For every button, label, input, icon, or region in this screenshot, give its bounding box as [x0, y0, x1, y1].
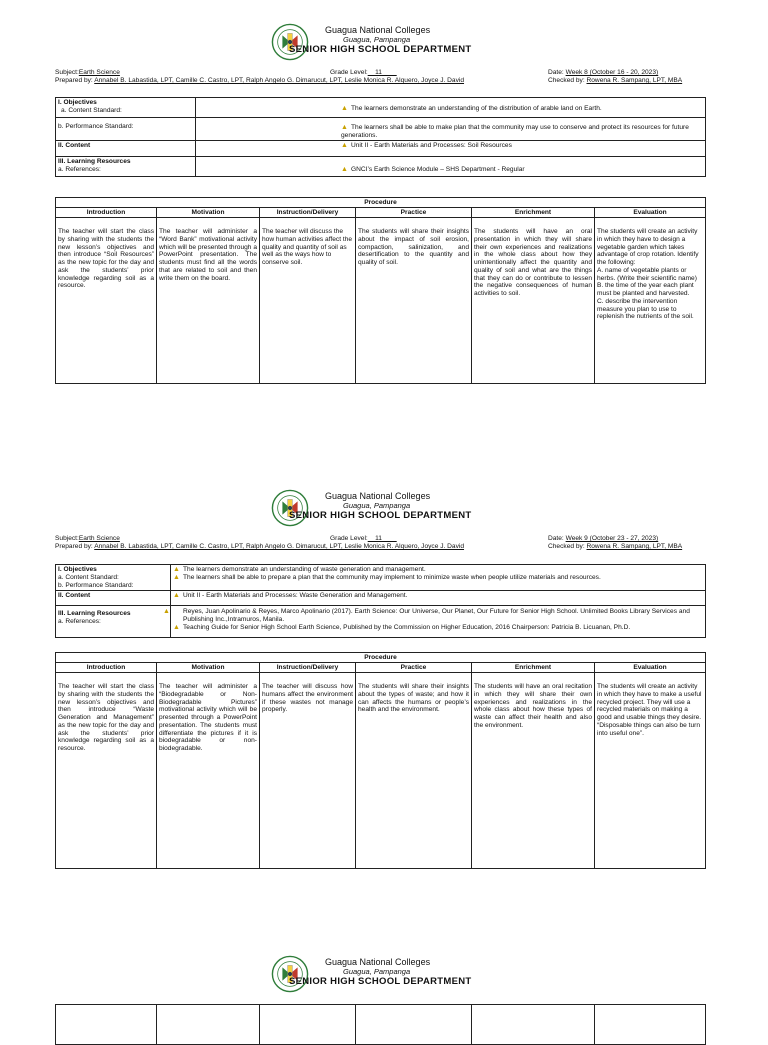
prepared-label: Prepared by: [55, 543, 93, 550]
objectives-table [55, 97, 706, 177]
col-instruction: Instruction/Delivery [260, 208, 356, 218]
procedure-table [55, 197, 706, 384]
performance-standard-cell [196, 118, 706, 141]
col-motivation: Motivation [157, 663, 260, 673]
school-name: Guagua National Colleges [325, 491, 431, 501]
empty-cell [56, 1005, 157, 1045]
checked-value: Rowena R. Sampang, LPT, MBA [586, 77, 683, 84]
checked-label: Checked by: [548, 77, 585, 84]
school-seal-icon [271, 489, 309, 527]
prepared-line [55, 543, 464, 551]
content-standard-label: a. Content Standard: [58, 573, 119, 581]
motivation-cell: The teacher will administer a “Word Bank” motivational activity which will be presented through a PowerPoint presentation. The students must find all the words that are related to soil and then write them on the board. [157, 218, 260, 384]
checked-value: Rowena R. Sampang, LPT, MBA [586, 543, 683, 550]
arrow-bullet-icon: ▲ [173, 566, 180, 573]
department-title: SENIOR HIGH SCHOOL DEPARTMENT [289, 510, 472, 521]
procedure-table [55, 1004, 706, 1045]
evaluation-line: B. the time of the year each plant must be planted and harvested. [597, 282, 694, 298]
school-seal-icon [271, 23, 309, 61]
content-standard-text: The learners demonstrate an understanding of the distribution of arable land on Earth. [351, 105, 602, 112]
content-standard-label: a. Content Standard: [61, 106, 122, 114]
practice-cell: The students will share their insights about the types of waste; and how it can affects the humans or people’s health and the environment. [356, 673, 472, 869]
col-practice: Practice [356, 208, 472, 218]
school-header [55, 954, 706, 994]
school-header [55, 488, 706, 528]
performance-standard-text: The learners shall be able to make plan that the community may use to conserve and protect its resources for future generations. [341, 124, 689, 140]
subject-value: Earth Science [78, 535, 120, 542]
evaluation-line: The students will create an activity in which they have to design a vegetable garden which takes advantage of crop rotation. Identify the following: [597, 228, 699, 267]
reference-item: GNCI’s Earth Science Module – SHS Department - Regular [351, 166, 525, 174]
empty-cell [356, 1005, 472, 1045]
practice-cell: The students will share their insights about the impact of soil erosion, compaction, salinization, and desertification to the quantity and quality of soil. [356, 218, 472, 384]
date-label: Date: [548, 535, 564, 542]
subject-label: Subject: [55, 535, 79, 542]
empty-cell [260, 1005, 356, 1045]
procedure-title: Procedure [56, 653, 706, 663]
references-cell [196, 157, 706, 177]
performance-standard-text: The learners shall be able to prepare a plan that the community may implement to minimize waste when people utilize materials and resources. [183, 574, 601, 582]
content-standard-text: The learners demonstrate an understanding of waste generation and management. [183, 566, 426, 573]
col-enrichment: Enrichment [472, 208, 595, 218]
grade-line [330, 535, 397, 543]
col-practice: Practice [356, 663, 472, 673]
content-cell [171, 591, 706, 606]
arrow-bullet-icon: ▲ [341, 142, 348, 150]
objectives-label: I. Objectives [58, 99, 97, 106]
performance-standard-label: b. Performance Standard: [56, 118, 196, 141]
grade-value: __11____ [367, 535, 397, 542]
plan-meta [55, 535, 706, 555]
subject-line [55, 69, 120, 77]
instruction-cell: The teacher will discuss the how human activities affect the quality and quantity of soil as well as the ways how to conserve soil. [260, 218, 356, 384]
checked-line [548, 77, 682, 85]
prepared-value: Annabel B. Labastida, LPT, Camille C. Castro, LPT, Ralph Angelo G. Dimarucut, LPT, Leslie Monica R. Alquero, Joyce J. David [94, 77, 465, 84]
arrow-bullet-icon: ▲ [163, 608, 170, 615]
col-introduction: Introduction [56, 208, 157, 218]
school-header [55, 22, 706, 62]
enrichment-cell: The students will have an oral presentation in which they will share their own experiences and realizations in the whole class about how they unintentionally affect the quantity and quality of soil and what are the things that they can do or contribute to lessen the negative consequences of human activities to soil. [472, 218, 595, 384]
content-label: II. Content [56, 591, 171, 606]
arrow-bullet-icon: ▲ [341, 105, 348, 112]
col-introduction: Introduction [56, 663, 157, 673]
grade-value: __11____ [367, 69, 397, 76]
empty-cell [472, 1005, 595, 1045]
subject-label: Subject: [55, 69, 79, 76]
prepared-value: Annabel B. Labastida, LPT, Camille C. Castro, LPT, Ralph Angelo G. Dimarucut, LPT, Leslie Monica R. Alquero, Joyce J. David [94, 543, 465, 550]
objectives-label: I. Objectives [58, 566, 97, 573]
content-label: II. Content [56, 141, 196, 157]
objectives-table [55, 564, 706, 638]
content-text: Unit II - Earth Materials and Processes: Waste Generation and Management. [183, 592, 408, 599]
department-title: SENIOR HIGH SCHOOL DEPARTMENT [289, 44, 472, 55]
resources-cell [56, 157, 196, 177]
content-standard-cell [196, 98, 706, 118]
school-town: Guagua, Pampanga [343, 35, 411, 44]
resources-cell [56, 606, 171, 638]
arrow-bullet-icon: ▲ [341, 124, 348, 131]
objectives-cell [56, 98, 196, 118]
evaluation-cell [595, 218, 706, 384]
procedure-table [55, 652, 706, 869]
resources-label: III. Learning Resources [58, 610, 131, 617]
content-text: Unit II - Earth Materials and Processes: Soil Resources [351, 142, 512, 150]
arrow-bullet-icon: ▲ [173, 592, 180, 599]
school-town: Guagua, Pampanga [343, 967, 411, 976]
col-evaluation: Evaluation [595, 208, 706, 218]
arrow-bullet-icon: ▲ [173, 624, 180, 632]
references-cell [163, 606, 706, 638]
introduction-cell: The teacher will start the class by sharing with the students the new lesson’s objectives and then introduce “Waste Generation and Management” as the new topic for the day and ask the students’ prior knowledge regarding soil as a resource. [56, 673, 157, 869]
references-label: a. References: [58, 165, 101, 173]
evaluation-cell [595, 673, 706, 869]
empty-cell [595, 1005, 706, 1045]
school-town: Guagua, Pampanga [343, 501, 411, 510]
empty-cell [157, 1005, 260, 1045]
department-title: SENIOR HIGH SCHOOL DEPARTMENT [289, 976, 472, 987]
arrow-bullet-icon: ▲ [173, 574, 180, 582]
evaluation-line: The students will create an activity in which they have to make a useful recycled project. They will use a recycled materials on making a good and usable things they desire. [597, 683, 702, 722]
resources-label: III. Learning Resources [58, 158, 131, 166]
reference-item: Reyes, Juan Apolinario & Reyes, Marco Apolinario (2017). Earth Science: Our Universe, Our Planet, Our Future for Senior High School. Unlimited Books Library Services and Publishing Inc.,Intramuros, Manila. [183, 608, 690, 624]
prepared-label: Prepared by: [55, 77, 93, 84]
references-label: a. References: [58, 617, 101, 625]
arrow-bullet-icon: ▲ [341, 166, 348, 174]
content-cell [196, 141, 706, 157]
subject-value: Earth Science [78, 69, 120, 76]
introduction-cell: The teacher will start the class by sharing with the students the new lesson’s objectives and then introduce “Soil Resources” as the new topic for the day and ask the students’ prior knowledge regarding soil as a resource. [56, 218, 157, 384]
col-motivation: Motivation [157, 208, 260, 218]
objectives-cell [56, 565, 171, 591]
date-value: Week 8 (October 16 - 20, 2023) [565, 69, 659, 76]
school-name: Guagua National Colleges [325, 25, 431, 35]
col-enrichment: Enrichment [472, 663, 595, 673]
date-label: Date: [548, 69, 564, 76]
school-seal-icon [271, 955, 309, 993]
procedure-title: Procedure [56, 198, 706, 208]
grade-label: Grade Level: [330, 535, 368, 542]
reference-item: Teaching Guide for Senior High School Earth Science, Published by the Commission on Higher Education, 2016 Chairperson: Patricia B. Licuanan, Ph.D. [183, 624, 631, 632]
school-name: Guagua National Colleges [325, 957, 431, 967]
checked-label: Checked by: [548, 543, 585, 550]
col-evaluation: Evaluation [595, 663, 706, 673]
enrichment-cell: The students will have an oral recitation in which they will share their own experiences and realizations in the whole class about how these types of waste can affect their health and also the environment. [472, 673, 595, 869]
motivation-cell: The teacher will administer a “Biodegradable or Non-Biodegradable Pictures” motivational activity which will be presented through a PowerPoint presentation. The students must differentiate the pictures if it is biodegradable or non-biodegradable. [157, 673, 260, 869]
evaluation-line: “Disposable things can also be turn into useful one”. [597, 721, 700, 737]
grade-line [330, 69, 397, 77]
instruction-cell: The teacher will discuss how humans affect the environment if these wastes not manage properly. [260, 673, 356, 869]
date-line [548, 535, 658, 543]
plan-meta [55, 69, 706, 89]
evaluation-line: C. describe the intervention measure you plan to use to replenish the nutrients of the soil. [597, 297, 694, 321]
checked-line [548, 543, 682, 551]
evaluation-line: A. name of vegetable plants or herbs. (Write their scientific name) [597, 266, 697, 282]
grade-label: Grade Level: [330, 69, 368, 76]
date-line [548, 69, 658, 77]
standards-cell [171, 565, 706, 591]
performance-standard-label: b. Performance Standard: [58, 581, 134, 589]
subject-line [55, 535, 120, 543]
date-value: Week 9 (October 23 - 27, 2023) [565, 535, 659, 542]
col-instruction: Instruction/Delivery [260, 663, 356, 673]
prepared-line [55, 77, 464, 85]
